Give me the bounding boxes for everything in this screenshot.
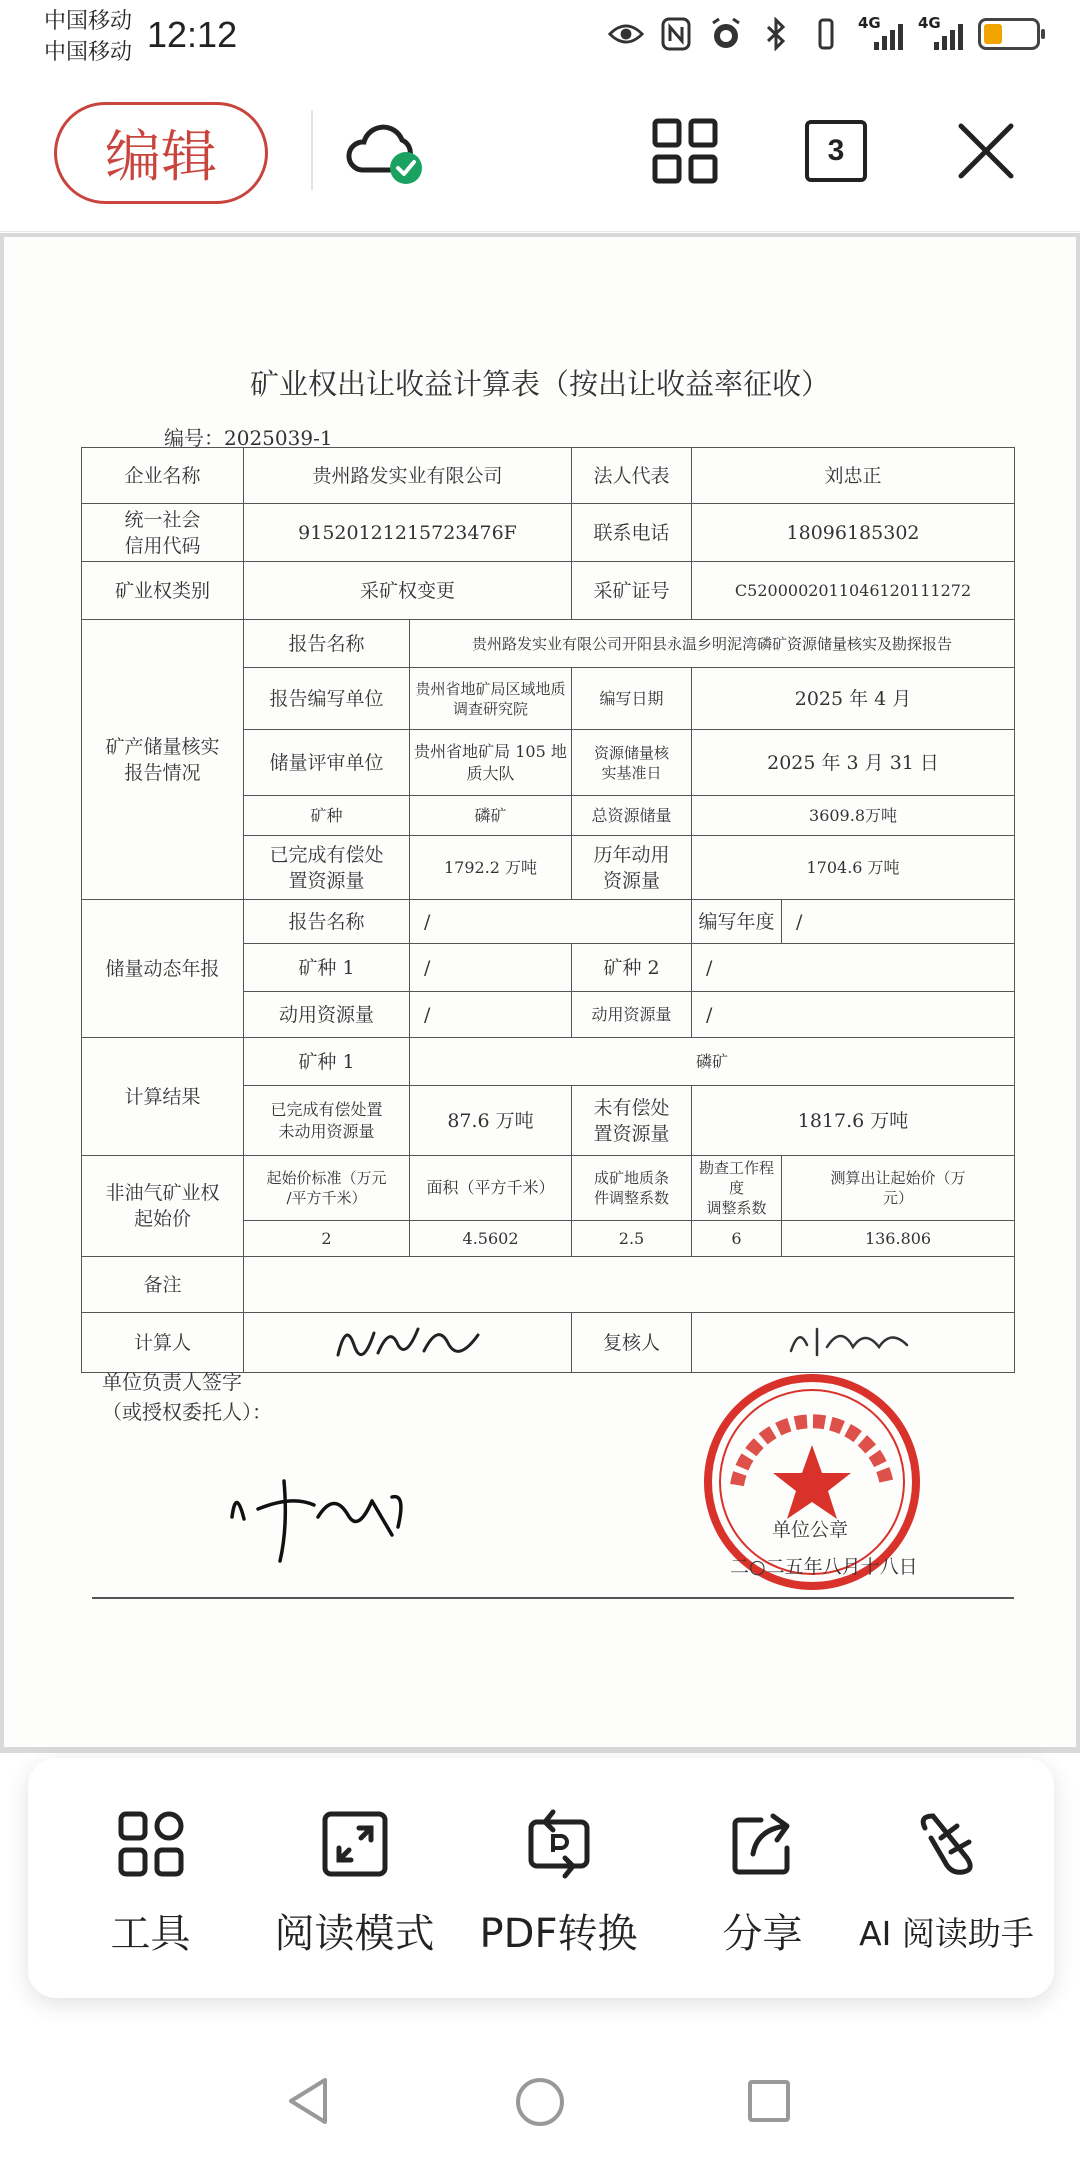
- label-calc-unpaid: 未有偿处 置资源量: [572, 1086, 692, 1156]
- label-legal-rep: 法人代表: [572, 448, 692, 504]
- carrier-names: [44, 6, 132, 68]
- table-bottom-border: [92, 1597, 1014, 1599]
- value-report-unit: 贵州省地矿局区域地质调查研究院: [410, 668, 572, 730]
- label-company: 企业名称: [82, 448, 244, 504]
- seal-date: 二○二五年八月十八日: [730, 1556, 918, 1578]
- edit-button[interactable]: 编辑: [54, 102, 268, 204]
- label-dynamic-section: 储量动态年报: [82, 900, 244, 1038]
- label-report-unit: 报告编写单位: [244, 668, 410, 730]
- label-price-std: 起始价标准（万元 /平方千米）: [244, 1156, 410, 1221]
- calculation-table: [81, 447, 1015, 1373]
- value-base-date: 2025 年 3 月 31 日: [692, 730, 1015, 796]
- ai-assistant-icon: [911, 1808, 983, 1880]
- label-right-type: 矿业权类别: [82, 562, 244, 620]
- navigation-bar: [0, 2030, 1080, 2160]
- document-number: 编号：2025039-1: [164, 426, 333, 450]
- value-report-name: 贵州路发实业有限公司开阳县永温乡明泥湾磷矿资源储量核实及勘探报告: [410, 620, 1015, 668]
- label-remarks: 备注: [82, 1257, 244, 1313]
- label-license-no: 采矿证号: [572, 562, 692, 620]
- label-base-date: 资源储量核 实基准日: [572, 730, 692, 796]
- value-dyn-used-a: /: [410, 992, 572, 1038]
- unit-head-signature-icon: [222, 1457, 442, 1567]
- value-license-no: C5200002011046120111272: [692, 562, 1015, 620]
- value-dyn-year: /: [782, 900, 1015, 944]
- calculator-signature-icon: [328, 1315, 488, 1363]
- home-icon[interactable]: [516, 2078, 564, 2126]
- document-page: [4, 237, 1076, 1747]
- value-calc-unpaid: 1817.6 万吨: [692, 1086, 1015, 1156]
- value-calc-mineral: 磷矿: [410, 1038, 1015, 1086]
- pdf-convert-icon: [523, 1808, 595, 1880]
- value-price-std: 2: [244, 1221, 410, 1257]
- net-label-2: 4G: [918, 14, 941, 32]
- label-work-factor: 勘查工作程度 调整系数: [692, 1156, 782, 1221]
- value-used-reserve: 1704.6 万吨: [692, 836, 1015, 900]
- battery-icon: [978, 18, 1040, 50]
- value-review-unit: 贵州省地矿局 105 地质大队: [410, 730, 572, 796]
- share-label: 分享: [722, 1911, 803, 1957]
- value-legal-rep: 刘忠正: [692, 448, 1015, 504]
- close-icon[interactable]: [955, 120, 1017, 182]
- label-calc-mineral: 矿种 1: [244, 1038, 410, 1086]
- share-button[interactable]: [660, 1758, 865, 1998]
- value-total-reserve: 3609.8万吨: [692, 796, 1015, 836]
- value-calc-paid: 87.6 万吨: [410, 1086, 572, 1156]
- grid-view-icon[interactable]: [652, 118, 718, 184]
- label-reserve-section: 矿产储量核实 报告情况: [82, 620, 244, 900]
- toolbar-divider: [311, 110, 313, 190]
- label-calculator: 计算人: [82, 1313, 244, 1373]
- status-icons: [608, 14, 1040, 54]
- ai-assistant-button[interactable]: [844, 1758, 1049, 1998]
- label-report-date: 编写日期: [572, 668, 692, 730]
- tools-button[interactable]: [48, 1758, 253, 1998]
- label-price-section: 非油气矿业权 起始价: [82, 1156, 244, 1257]
- label-dyn-report-name: 报告名称: [244, 900, 410, 944]
- back-icon[interactable]: [285, 2076, 331, 2126]
- bluetooth-icon: [758, 16, 794, 52]
- label-reviewer: 复核人: [572, 1313, 692, 1373]
- label-phone: 联系电话: [572, 504, 692, 562]
- value-area: 4.5602: [410, 1221, 572, 1257]
- tools-label: 工具: [110, 1911, 191, 1957]
- value-right-type: 采矿权变更: [244, 562, 572, 620]
- label-used-reserve: 历年动用 资源量: [572, 836, 692, 900]
- reading-mode-label: 阅读模式: [274, 1911, 435, 1957]
- signal-icon: [858, 14, 904, 54]
- reading-mode-button[interactable]: [252, 1758, 457, 1998]
- eye-icon: [608, 16, 644, 52]
- label-dyn-mineral-1: 矿种 1: [244, 944, 410, 992]
- clock: 12:12: [147, 14, 238, 55]
- status-bar: [0, 0, 1080, 72]
- document-title: 矿业权出让收益计算表（按出让收益率征收）: [249, 367, 830, 401]
- label-credit-code: 统一社会 信用代码: [82, 504, 244, 562]
- carrier-2: 中国移动: [44, 40, 133, 65]
- label-area: 面积（平方千米）: [410, 1156, 572, 1221]
- pdf-convert-button[interactable]: [456, 1758, 661, 1998]
- value-dyn-mineral-1: /: [410, 944, 572, 992]
- unit-head-label: 单位负责人签字 （或授权委托人）：: [102, 1370, 272, 1424]
- tools-grid-icon: [115, 1808, 187, 1880]
- value-credit-code: 91520121215723476F: [244, 504, 572, 562]
- value-company: 贵州路发实业有限公司: [244, 448, 572, 504]
- vibrate-icon: [808, 16, 844, 52]
- top-toolbar: [0, 72, 1080, 232]
- value-report-date: 2025 年 4 月: [692, 668, 1015, 730]
- signature-area: [92, 1367, 1012, 1603]
- label-review-unit: 储量评审单位: [244, 730, 410, 796]
- alarm-icon: [708, 16, 744, 52]
- label-paid-reserve: 已完成有偿处 置资源量: [244, 836, 410, 900]
- carrier-1: 中国移动: [44, 9, 133, 34]
- nfc-icon: [658, 16, 694, 52]
- value-calc-price: 136.806: [782, 1221, 1015, 1257]
- share-icon: [727, 1808, 799, 1880]
- value-geo-factor: 2.5: [572, 1221, 692, 1257]
- label-calc-section: 计算结果: [82, 1038, 244, 1156]
- value-paid-reserve: 1792.2 万吨: [410, 836, 572, 900]
- label-dyn-used-a: 动用资源量: [244, 992, 410, 1038]
- calculator-signature: [244, 1313, 572, 1373]
- net-label-1: 4G: [858, 14, 881, 32]
- label-calc-price: 测算出让起始价（万 元）: [782, 1156, 1015, 1221]
- pdf-convert-label: PDF转换: [479, 1911, 638, 1957]
- value-dyn-report-name: /: [410, 900, 692, 944]
- label-dyn-mineral-2: 矿种 2: [572, 944, 692, 992]
- label-report-name: 报告名称: [244, 620, 410, 668]
- label-calc-paid: 已完成有偿处置 未动用资源量: [244, 1086, 410, 1156]
- reviewer-signature-icon: [783, 1317, 923, 1361]
- label-dyn-year: 编写年度: [692, 900, 782, 944]
- document-viewer[interactable]: [0, 233, 1080, 1753]
- value-work-factor: 6: [692, 1221, 782, 1257]
- value-remarks: [244, 1257, 1015, 1313]
- recent-apps-icon[interactable]: [748, 2080, 790, 2122]
- bottom-action-sheet: [28, 1758, 1054, 1998]
- signal-icon-2: [918, 14, 964, 54]
- reviewer-signature: [692, 1313, 1015, 1373]
- cloud-sync-icon[interactable]: [344, 116, 428, 188]
- label-geo-factor: 成矿地质条 件调整系数: [572, 1156, 692, 1221]
- label-dyn-used-b: 动用资源量: [572, 992, 692, 1038]
- label-mineral: 矿种: [244, 796, 410, 836]
- label-total-reserve: 总资源储量: [572, 796, 692, 836]
- value-dyn-used-b: /: [692, 992, 1015, 1038]
- seal-caption: 单位公章: [772, 1519, 849, 1541]
- ai-assistant-label: AI 阅读助手: [859, 1914, 1034, 1953]
- page-count-button[interactable]: 3: [805, 120, 867, 182]
- reading-mode-icon: [319, 1808, 391, 1880]
- value-mineral: 磷矿: [410, 796, 572, 836]
- value-dyn-mineral-2: /: [692, 944, 1015, 992]
- value-phone: 18096185302: [692, 504, 1015, 562]
